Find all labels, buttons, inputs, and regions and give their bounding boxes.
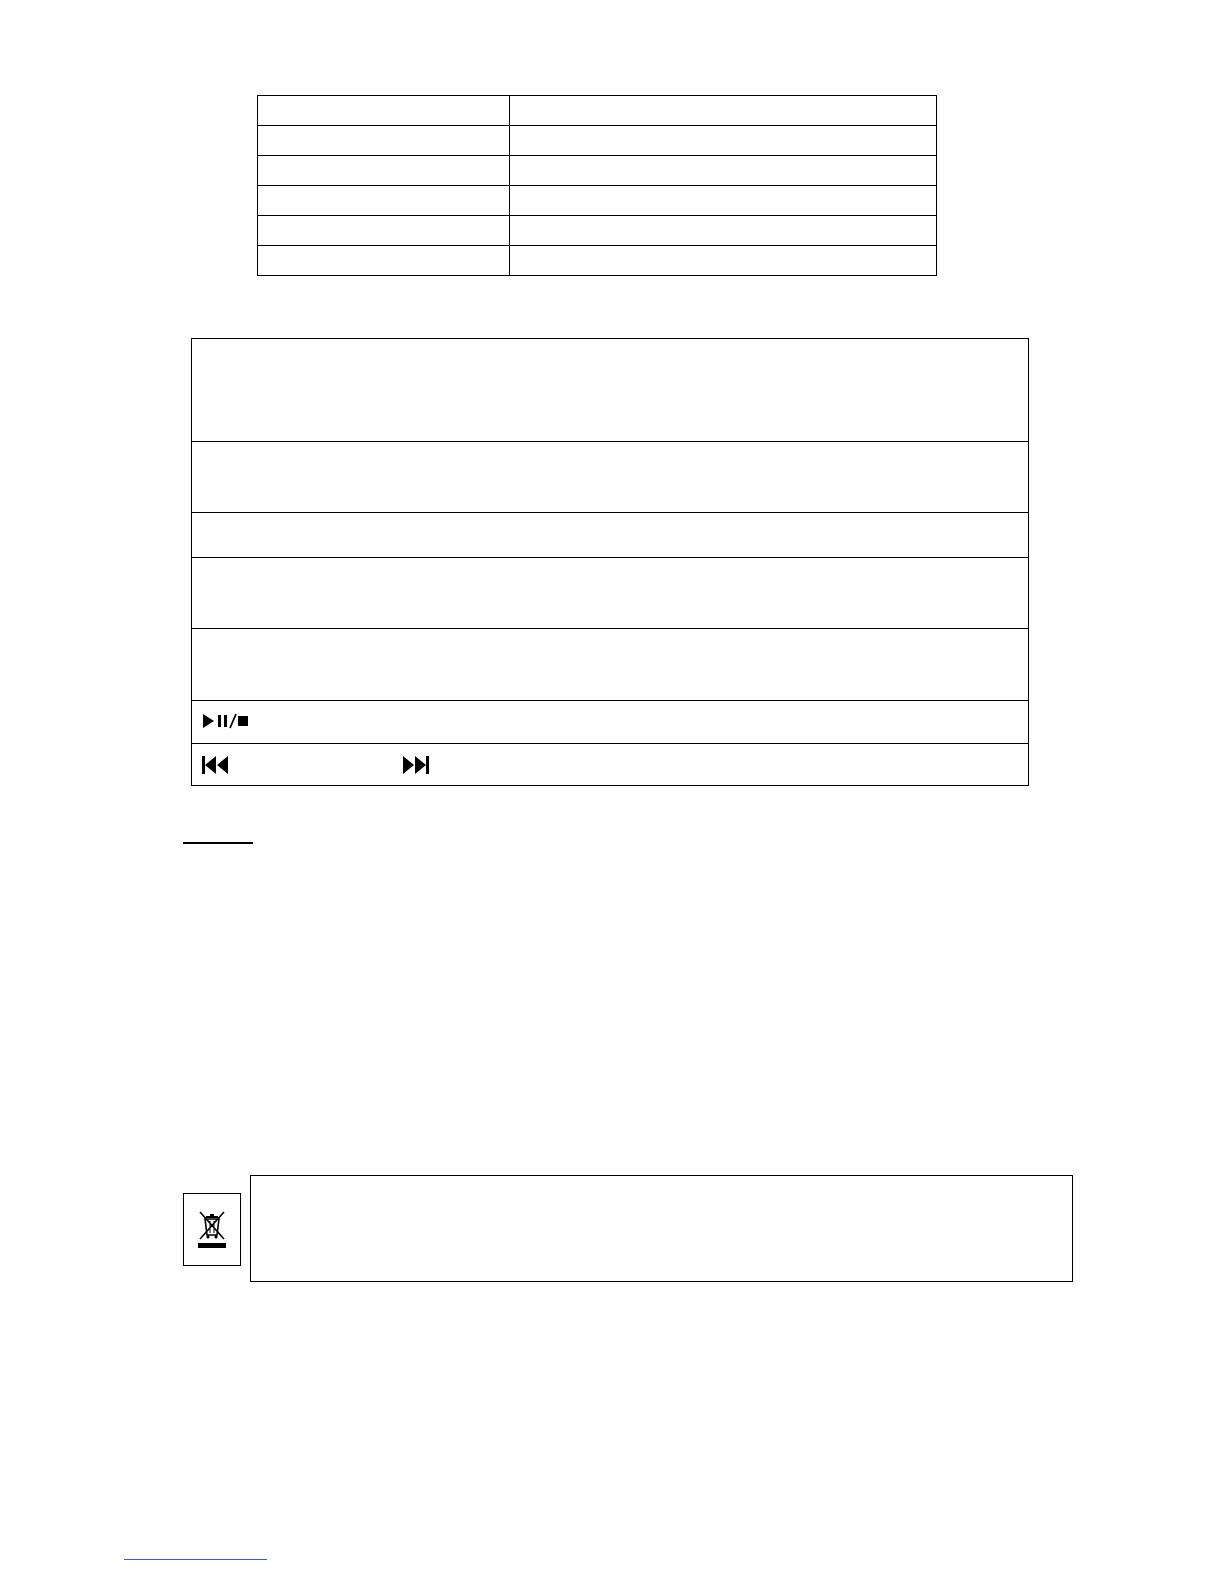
spec-value [510,186,937,216]
spec-value [510,246,937,276]
function-row [192,513,1028,558]
spec-value [510,156,937,186]
spec-value [510,126,937,156]
spec-label [258,186,510,216]
function-row [192,339,1028,442]
weee-icon-frame [183,1193,241,1266]
function-row [192,558,1028,629]
function-row [192,629,1028,701]
footer-link-underline[interactable] [124,1559,267,1560]
spec-value [510,216,937,246]
skip-previous-icon [201,755,229,775]
table-row [258,96,937,126]
spec-label [258,156,510,186]
play-pause-stop-icon [201,713,249,729]
table-row [258,246,937,276]
weee-crossed-bin-icon [197,1210,227,1250]
section-heading-underline [183,842,253,844]
function-table [191,338,1029,786]
function-row [192,701,1028,744]
spec-label [258,216,510,246]
function-row [192,442,1028,513]
spec-table [257,95,937,276]
table-row [258,216,937,246]
table-row [258,156,937,186]
table-row [258,186,937,216]
spec-value [510,96,937,126]
disposal-notice [250,1175,1073,1282]
table-row [258,126,937,156]
spec-label [258,96,510,126]
spec-label [258,246,510,276]
function-row [192,744,1028,786]
spec-label [258,126,510,156]
skip-next-icon [402,755,430,775]
